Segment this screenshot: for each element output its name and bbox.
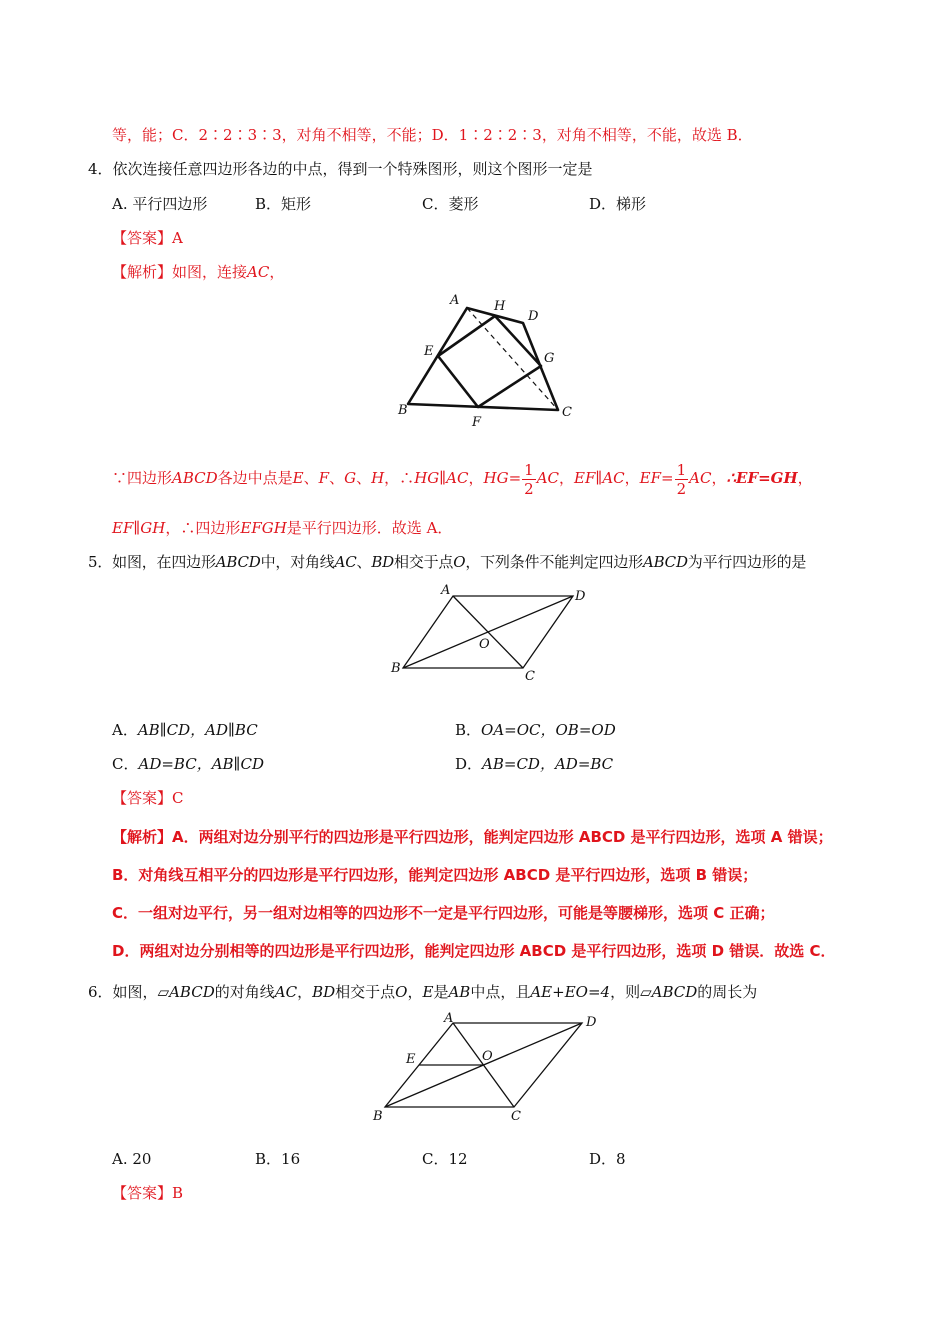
q5-option-text: AB=CD，AD=BC [482,755,614,773]
q4-analysis-var: AC [247,263,270,281]
q4-answer-value: A [172,229,183,247]
q4-proof-var: EF∥GH [112,519,166,537]
q4-label-b: B [398,403,408,418]
q4-proof-var: H [371,469,385,487]
q4-label-h: H [494,299,506,314]
q4-proof-var: G [344,469,357,487]
q4-label-a: A [450,293,460,308]
q4-fraction-numerator: 1 [524,460,534,479]
q5-option-d [455,753,613,775]
q6-answer-value: B [172,1184,184,1202]
q4-analysis-intro [112,261,284,283]
q4-number: 4． [88,160,113,178]
q5-var: BD [371,553,395,571]
q4-label-e: E [424,344,434,359]
q4-answer-tag: 【答案】 [112,229,173,247]
q4-proof-text: ， [797,469,813,487]
q6-text: ， [407,983,423,1001]
q6-label-a: A [444,1011,454,1026]
q4-analysis-text: 如图，连接 [172,263,248,281]
q5-label-b: B [391,661,401,676]
q4-proof-var: ABCD [172,469,218,487]
q6-text: 的对角线 [214,983,275,1001]
q5-figure [385,582,595,686]
q4-stem-text: 依次连接任意四边形各边的中点，得到一个特殊图形，则这个图形一定是 [112,160,593,178]
q6-figure [368,1008,604,1126]
q4-label-c: C [562,405,572,420]
q6-option-b: B．16 [255,1150,301,1168]
q6-option-a: A. 20 [112,1150,152,1168]
q5-option-text: AB∥CD，AD∥BC [137,721,258,739]
q4-proof-var: EFGH [240,519,287,537]
q5-answer [112,787,184,809]
q5-text: 相交于点 [394,553,454,571]
q4-proof-text: ∵四边形 [112,469,173,487]
q5-var: O [453,553,466,571]
q5-var: ABCD [215,553,261,571]
q4-proof-var: HG= [483,469,522,487]
q6-text: 的周长为 [697,983,758,1001]
q4-proof-text: ， [624,469,640,487]
q6-number: 6． [88,983,113,1001]
q6-var: AB [448,983,471,1001]
q4-proof-text: ， [711,469,727,487]
q5-option-letter: D． [455,755,483,773]
q4-fraction-denominator: 2 [676,479,687,498]
q4-proof-var: ∴EF=GH [726,469,798,487]
q4-fraction-half [522,461,536,498]
q6-text: ， [297,983,313,1001]
q5-analysis-line-1: 【解析】A．两组对边分别平行的四边形是平行四边形，能判定四边形 ABCD 是平行四边形，选项 A 错误； [112,828,833,846]
q4-proof-line-2 [112,517,452,539]
q5-option-text: OA=OC，OB=OD [481,721,616,739]
q4-fraction-denominator: 2 [524,479,534,498]
q6-var: E [422,983,434,1001]
q6-text: 是 [433,983,449,1001]
q6-option-d: D．8 [589,1150,626,1168]
q4-proof-text: ， [559,469,575,487]
q5-var: ABCD [642,553,688,571]
q6-label-c: C [511,1109,521,1124]
q6-text: ，则 [610,983,641,1001]
q6-label-d: D [586,1015,597,1030]
q4-fraction-numerator: 1 [676,460,687,479]
q4-proof-var: E [292,469,304,487]
q4-proof-text: ，∴ [384,469,415,487]
q4-proof-text: ，∴四边形 [165,519,241,537]
q5-analysis-line-2: B．对角线互相平分的四边形是平行四边形，能判定四边形 ABCD 是平行四边形，选项 B 错误； [112,866,758,884]
q4-option-a: A. 平行四边形 [112,195,208,213]
q5-text: 如图，在四边形 [112,553,216,571]
q6-answer-tag: 【答案】 [112,1184,173,1202]
q6-option-c: C．12 [422,1150,468,1168]
q5-label-o: O [479,637,490,652]
q6-label-b: B [373,1109,383,1124]
q5-answer-tag: 【答案】 [112,789,173,807]
q4-proof-text: 是平行四边形．故选 A． [286,519,453,537]
q5-option-letter: A． [112,721,138,739]
q5-var: AC [334,553,357,571]
q4-analysis-tag: 【解析】 [112,263,173,281]
q5-option-text: AD=BC，AB∥CD [138,755,264,773]
q4-answer [112,227,183,249]
q6-var: ▱ABCD [157,983,215,1001]
q5-option-letter: C． [112,755,139,773]
q5-label-d: D [575,589,586,604]
q4-proof-var: F [318,469,330,487]
q6-var: AE+EO=4 [530,983,611,1001]
q5-text: 为平行四边形的是 [687,553,807,571]
q4-option-c: C．菱形 [422,195,479,213]
q4-fraction-half [675,461,689,498]
q5-option-a [112,719,258,741]
q5-option-c [112,753,264,775]
q5-text: 中，对角线 [260,553,335,571]
q4-analysis-end: ， [269,263,285,281]
q6-label-e: E [406,1052,416,1067]
q4-proof-var: EF∥AC [574,469,625,487]
q6-var: BD [312,983,336,1001]
q6-text: 如图， [112,983,158,1001]
q4-label-f: F [472,415,482,430]
q4-proof-text: 、 [329,469,345,487]
q6-label-o: O [482,1049,493,1064]
q4-label-d: D [528,309,539,324]
q4-proof-line-1 [112,458,813,498]
q4-label-g: G [544,351,555,366]
q5-analysis-line-4: D．两组对边分别相等的四边形是平行四边形，能判定四边形 ABCD 是平行四边形，选项 D 错误．故选 C． [112,942,836,960]
q4-proof-var: EF= [639,469,674,487]
q5-stem [88,551,806,573]
q6-var: AC [274,983,298,1001]
q4-proof-text: ， [468,469,484,487]
q4-proof-text: 各边中点是 [217,469,293,487]
q5-text: ，下列条件不能判定四边形 [465,553,643,571]
q5-text: 、 [356,553,372,571]
q5-answer-value: C [172,789,184,807]
q4-proof-var: AC [689,469,712,487]
q6-answer [112,1182,183,1204]
q4-stem [88,158,593,180]
q4-proof-var: HG∥AC [414,469,469,487]
q5-number: 5． [88,553,113,571]
q4-proof-text: 、 [303,469,319,487]
q6-text: 相交于点 [335,983,396,1001]
q4-proof-var: AC [536,469,560,487]
q5-label-c: C [525,669,535,684]
previous-answer-continuation: 等，能；C．2∶2∶3∶3，对角不相等，不能；D．1∶2∶2∶3，对角不相等，不能，故选 B． [112,126,753,144]
q4-option-d: D．梯形 [589,195,647,213]
q5-label-a: A [441,583,451,598]
q4-figure [390,288,590,430]
q6-text: 中点，且 [470,983,531,1001]
q5-option-b [455,719,616,741]
q4-proof-text: 、 [356,469,372,487]
q6-var: ▱ABCD [640,983,698,1001]
q4-option-b: B．矩形 [255,195,312,213]
q5-analysis-line-3: C．一组对边平行，另一组对边相等的四边形不一定是平行四边形，可能是等腰梯形，选项 C 正确； [112,904,775,922]
q6-var: O [395,983,408,1001]
q6-stem [88,981,757,1003]
q5-option-letter: B． [455,721,482,739]
